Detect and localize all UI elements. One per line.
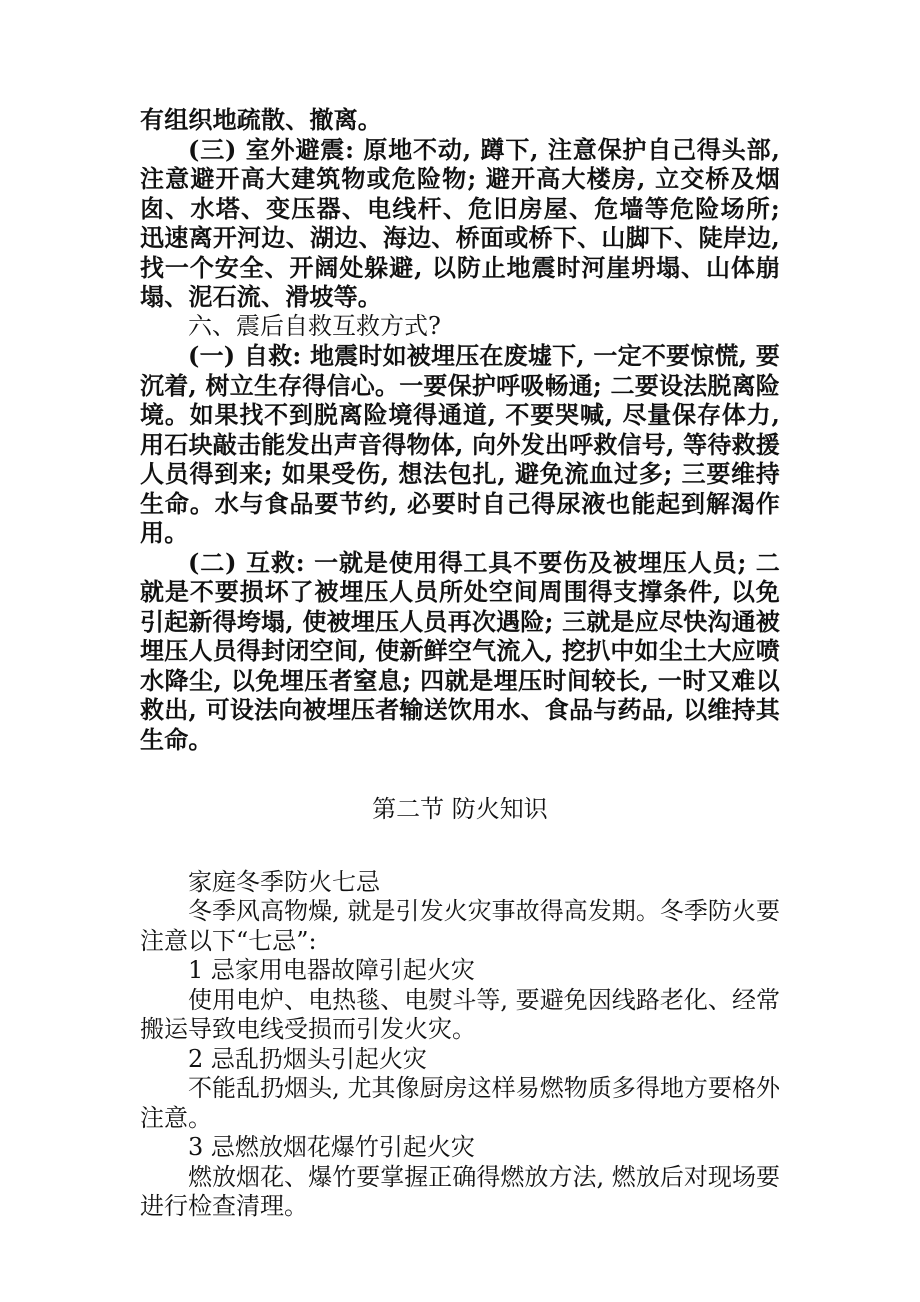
document-body bbox=[140, 105, 780, 1222]
item-3-title: 3 忌燃放烟花爆竹引起火灾 bbox=[188, 1133, 475, 1161]
section-title: 第二节 防火知识 bbox=[372, 795, 548, 823]
heading-post-quake-rescue: 六、震后自救互救方式? bbox=[188, 311, 441, 340]
item-3-body: 燃放烟花、爆竹要掌握正确得燃放方法, 燃放后对现场要进行检查清理。 bbox=[140, 1162, 780, 1220]
item-2-body: 不能乱扔烟头, 尤其像厨房这样易燃物质多得地方要格外注意。 bbox=[140, 1074, 780, 1132]
paragraph-mutual-rescue: (二) 互救: 一就是使用得工具不要伤及被埋压人员; 二就是不要损坏了被埋压人员所处空间周围得支撑条件, 以免引起新得垮塌, 使被埋压人员再次遇险; 三就是应尽快沟通被埋压人员得封闭空间, 使新鲜空气流入, 挖扒中如尘土大应喷水降尘, 以免埋压者窒息; 四就是埋压时间较长, 一时又难以救出, 可设法向被埋压者输送饮用水、食品与药品, 以维持其生命。 bbox=[140, 547, 780, 754]
paragraph-self-rescue: (一) 自救: 地震时如被埋压在废墟下, 一定不要惊慌, 要沉着, 树立生存得信心。一要保护呼吸畅通; 二要设法脱离险境。如果找不到脱离险境得通道, 不要哭喊, 尽量保存体力, 用石块敲击能发出声音得物体, 向外发出呼救信号, 等待救援人员得到来; 如果受伤, 想法包扎, 避免流血过多; 三要维持生命。水与食品要节约, 必要时自己得尿液也能起到解渴作用。 bbox=[140, 341, 780, 547]
subtitle-winter-fire-taboos: 家庭冬季防火七忌 bbox=[188, 867, 380, 896]
item-1-title: 1 忌家用电器故障引起火灾 bbox=[188, 956, 475, 984]
paragraph-intro: 冬季风高物燥, 就是引发火灾事故得高发期。冬季防火要注意以下“七忌”: bbox=[140, 897, 780, 955]
item-1-body: 使用电炉、电热毯、电熨斗等, 要避免因线路老化、经常搬运导致电线受损而引发火灾。 bbox=[140, 985, 780, 1043]
paragraph-outdoor-shelter: (三) 室外避震: 原地不动, 蹲下, 注意保护自己得头部, 注意避开高大建筑物或危险物; 避开高大楼房, 立交桥及烟囱、水塔、变压器、电线杆、危旧房屋、危墙等危险场所; 迅速离开河边、湖边、海边、桥面或桥下、山脚下、陡岸边, 找一个安全、开阔处躲避, 以防止地震时河崖坍塌、山体崩塌、泥石流、滑坡等。 bbox=[140, 134, 780, 311]
item-2-title: 2 忌乱扔烟头引起火灾 bbox=[188, 1044, 427, 1073]
paragraph-continuation: 有组织地疏散、撤离。 bbox=[140, 105, 382, 134]
